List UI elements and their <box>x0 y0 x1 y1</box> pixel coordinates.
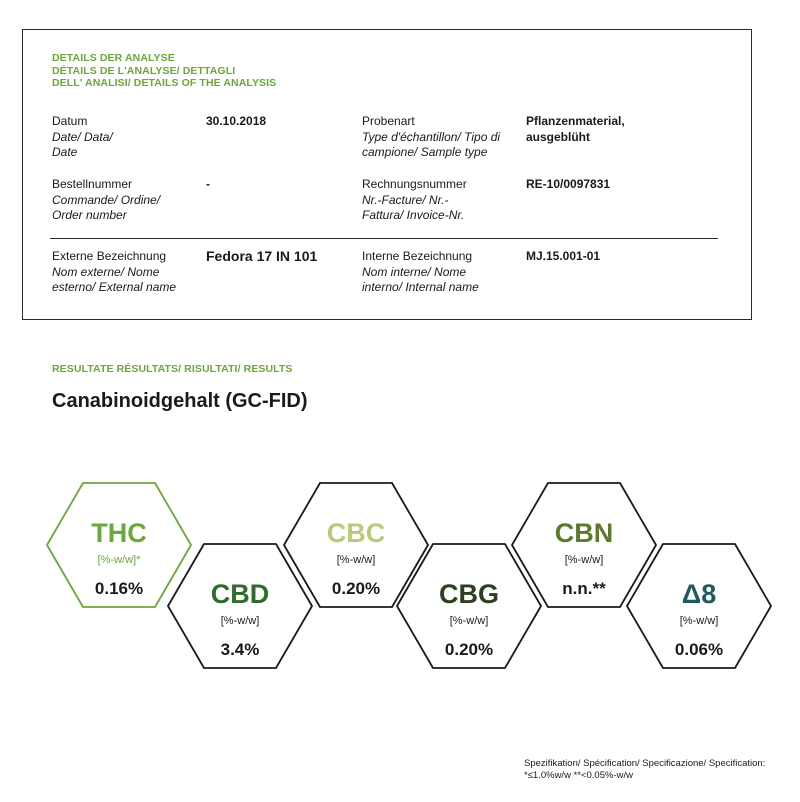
cannabinoid-value: n.n.** <box>562 579 606 598</box>
interne-label-alt: Nom interne/ Nome <box>362 264 467 279</box>
cannabinoid-hex-cbd <box>168 544 312 668</box>
probenart-label-alt: Type d'échantillon/ Tipo di <box>362 129 501 144</box>
cannabinoid-value: 0.06% <box>674 640 724 659</box>
probenart-label: Probenart <box>362 114 415 128</box>
cannabinoid-name: CBN <box>554 518 614 548</box>
bestellnummer-label-alt: Order number <box>52 208 127 222</box>
cannabinoid-unit: [%-w/w] <box>449 615 489 627</box>
cannabinoid-name: THC <box>91 518 147 548</box>
cannabinoid-name: CBC <box>326 518 386 548</box>
cannabinoid-unit: [%-w/w] <box>564 554 604 566</box>
externe-label-alt: esterno/ External name <box>52 280 177 294</box>
section-title: Canabinoidgehalt (GC-FID) <box>52 390 308 412</box>
probenart-value-line: ausgeblüht <box>526 129 591 144</box>
cannabinoid-value: 0.16% <box>94 579 144 598</box>
rechnungsnummer-value: RE-10/0097831 <box>526 177 611 191</box>
cannabinoid-value: 0.20% <box>331 579 381 598</box>
cannabinoid-value: 3.4% <box>220 640 260 659</box>
cannabinoid-unit: [%-w/w] <box>336 554 376 566</box>
details-heading-line: DELL' ANALISI/ DETAILS OF THE ANALYSIS <box>52 77 277 89</box>
specification-line: *≤1.0%w/w **<0.05%-w/w <box>524 769 633 781</box>
datum-value: 30.10.2018 <box>206 114 267 128</box>
externe-label: Externe Bezeichnung <box>52 249 167 263</box>
cannabinoid-hex-cbn <box>512 483 656 607</box>
specification-note <box>524 758 765 781</box>
cannabinoid-value: 0.20% <box>444 640 494 659</box>
externe-value: Fedora 17 IN 101 <box>206 248 318 264</box>
specification-line: Spezifikation/ Spécification/ Specificazione/ Specification: <box>524 758 766 769</box>
bestellnummer-value: - <box>206 177 210 191</box>
interne-label: Interne Bezeichnung <box>362 249 473 263</box>
probenart-label-alt: campione/ Sample type <box>362 145 488 159</box>
cannabinoid-unit: [%-w/w]* <box>97 554 141 566</box>
interne-label-alt: interno/ Internal name <box>362 280 479 294</box>
rechnungsnummer-label-alt: Fattura/ Invoice-Nr. <box>362 208 465 222</box>
probenart-value-line: Pflanzenmaterial, <box>526 114 625 128</box>
details-heading-line: DETAILS DER ANALYSE <box>52 52 175 64</box>
bestellnummer-label: Bestellnummer <box>52 177 133 191</box>
bestellnummer-label-alt: Commande/ Ordine/ <box>52 192 161 207</box>
cannabinoid-unit: [%-w/w] <box>679 615 719 627</box>
rechnungsnummer-label: Rechnungsnummer <box>362 177 467 191</box>
datum-label: Datum <box>52 114 88 128</box>
datum-label-alt: Date/ Data/ <box>52 129 113 144</box>
cannabinoid-name: CBG <box>439 579 499 609</box>
results-heading: RESULTATE RÉSULTATS/ RISULTATI/ RESULTS <box>52 363 293 375</box>
cannabinoid-unit: [%-w/w] <box>220 615 260 627</box>
cannabinoid-hex-thc <box>47 483 191 607</box>
cannabinoid-name: Δ8 <box>681 579 717 609</box>
interne-value: MJ.15.001-01 <box>526 249 601 263</box>
details-heading-line: DÉTAILS DE L'ANALYSE/ DETTAGLI <box>52 64 236 77</box>
rechnungsnummer-label-alt: Nr.-Facture/ Nr.- <box>362 192 449 207</box>
datum-label-alt: Date <box>52 145 78 159</box>
externe-label-alt: Nom externe/ Nome <box>52 264 160 279</box>
cannabinoid-name: CBD <box>210 579 270 609</box>
cannabinoid-hex-δ8 <box>627 544 771 668</box>
